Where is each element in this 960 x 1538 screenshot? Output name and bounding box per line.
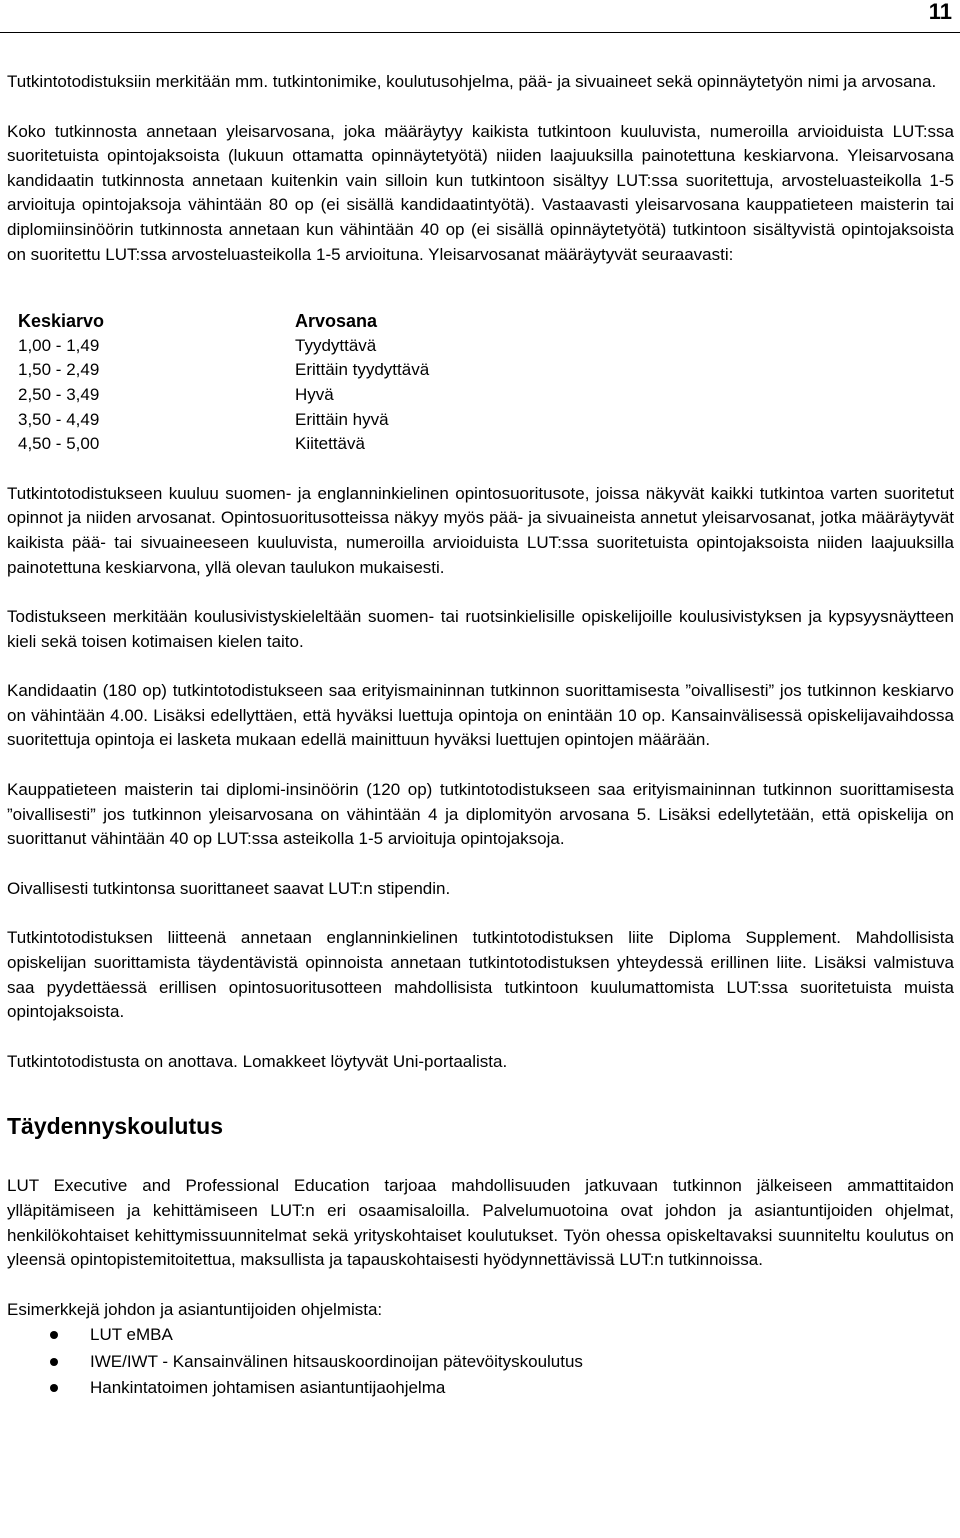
paragraph-bachelor-distinction: Kandidaatin (180 op) tutkintotodistukseen saa erityismaininnan tutkinnon suorittamisesta ”oivallisesti” jos tutkinnon keskiarvo on vähintään 4.00. Lisäksi edellyttäen, että hyväksi luettuja opintoja on enintään 10 op. Kansainvälisessä opiskelijavaihdossa suoritettuja opintoja ei lasketa mukaan edellä mainittuun hyväksi luettujen opintojen määrään.: [7, 681, 954, 750]
list-item: [50, 1349, 954, 1376]
paragraph-executive-education: LUT Executive and Professional Education tarjoaa mahdollisuuden jatkuvaan tutkinnon jälkeiseen ammattitaidon ylläpitämiseen ja kehittämiseen LUT:n eri osaamisaloilla. Palvelumuotoina ovat johdon ja asiantuntijoiden ohjelmat, henkilökohtaiset kehittymissuunnitelmat sekä yrityskohtaiset koulutukset. Työn ohessa opiskeltavaksi suunniteltu koulutus on yleensä opintopistemitoitettua, maksullista ja tapauskohtaisesti hyödynnettävissä LUT:n tutkinnoissa.: [7, 1176, 954, 1270]
paragraph-examples-intro: Esimerkkejä johdon ja asiantuntijoiden ohjelmista:: [7, 1299, 383, 1319]
column-header-grade: Arvosana: [295, 311, 378, 332]
page-number: 11: [928, 0, 952, 24]
table-row: [18, 408, 429, 433]
list-item: [50, 1322, 954, 1349]
grade-name: Tyydyttävä: [295, 335, 377, 355]
list-item-label: IWE/IWT - Kansainvälinen hitsauskoordinoijan pätevöityskoulutus: [90, 1351, 583, 1371]
examples-list: [7, 1322, 954, 1402]
table-row: [18, 432, 429, 457]
document-body: [7, 70, 954, 1402]
bullet-icon: [50, 1358, 58, 1366]
grade-name: Kiitettävä: [295, 434, 365, 454]
section-heading: Täydennyskoulutus: [7, 1113, 223, 1140]
list-item-label: LUT eMBA: [90, 1325, 173, 1345]
list-item-label: Hankintatoimen johtamisen asiantuntijaohjelma: [90, 1378, 446, 1398]
table-row: [18, 358, 429, 383]
paragraph-scholarship: Oivallisesti tutkintonsa suorittaneet saavat LUT:n stipendin.: [7, 878, 451, 898]
average-range: 4,50 - 5,00: [18, 434, 100, 454]
table-row: [18, 334, 429, 359]
header-rule: [0, 32, 960, 33]
bullet-icon: [50, 1384, 58, 1392]
average-range: 1,50 - 2,49: [18, 360, 100, 380]
bullet-icon: [50, 1331, 58, 1339]
paragraph-application: Tutkintotodistusta on anottava. Lomakkeet löytyvät Uni-portaalista.: [7, 1051, 508, 1071]
paragraph-overall-grade: Koko tutkinnosta annetaan yleisarvosana, joka määräytyy kaikista tutkintoon kuuluvista, numeroilla arvioiduista LUT:ssa suoritetuista opintojaksoista (lukuun ottamatta opinnäytetyötä) niiden laajuuksilla painotettuna keskiarvona. Yleisarvosana kandidaatin tutkinnosta annetaan kuitenkin vain silloin kun tutkintoon sisältyy LUT:ssa suoritettuja, arvosteluasteikolla 1-5 arvioituja opintojaksoja vähintään 80 op (ei sisällä kandidaatintyötä). Vastaavasti yleisarvosana kauppatieteen maisterin tai diplomiinsinöörin tutkinnosta annetaan kun vähintään 40 op (ei sisällä opinnäytetyötä) tutkintoon sisältyvistä opintojaksoista on suoritettu LUT:ssa arvosteluasteikolla 1-5 arvioituna. Yleisarvosanat määräytyvät seuraavasti:: [7, 121, 954, 264]
grade-name: Hyvä: [295, 384, 334, 404]
paragraph-certificate-contents: Tutkintotodistuksiin merkitään mm. tutkintonimike, koulutusohjelma, pää- ja sivuaineet sekä opinnäytetyön nimi ja arvosana.: [7, 72, 937, 91]
paragraph-master-distinction: Kauppatieteen maisterin tai diplomi-insinöörin (120 op) tutkintotodistukseen saa erityismaininnan tutkinnon suorittamisesta ”oivallisesti” jos tutkinnon yleisarvosana on vähintään 4 ja diplomityön arvosana 5. Lisäksi edellytetään, että opiskelija on suorittanut vähintään 40 op LUT:ssa asteikolla 1-5 arvioituja opintojaksoja.: [7, 780, 954, 849]
average-range: 2,50 - 3,49: [18, 384, 100, 404]
grade-table-header-row: [18, 309, 429, 334]
column-header-average: Keskiarvo: [18, 311, 105, 332]
paragraph-diploma-supplement: Tutkintotodistuksen liitteenä annetaan englanninkielinen tutkintotodistuksen liite Diploma Supplement. Mahdollisista opiskelijan suorittamista täydentävistä opinnoista annetaan tutkintotodistuksen yhteydessä erillinen liite. Lisäksi valmistuva saa pyydettäessä erillisen opintosuoritusotteen mahdollisista tutkintoon kuulumattomista LUT:ssa suoritetuista muista opintojaksoista.: [7, 928, 954, 1022]
paragraph-transcript: Tutkintotodistukseen kuuluu suomen- ja englanninkielinen opintosuoritusote, joissa näkyvät kaikki tutkintoa varten suoritetut opinnot ja niiden arvosanat. Opintosuoritusotteissa näkyy myös pää- ja sivuaineista annetut yleisarvosanat, jotka määräytyvät kaikista pää- tai sivuaineeseen kuuluvista, numeroilla arvioiduista LUT:ssa suoritetuista opintojaksoista niiden laajuuksilla painotettuna keskiarvona, yllä olevan taulukon mukaisesti.: [7, 483, 954, 577]
average-range: 1,00 - 1,49: [18, 335, 100, 355]
paragraph-language-skills: Todistukseen merkitään koulusivistyskieleltään suomen- tai ruotsinkielisille opiskelijoille koulusivistyksen ja kypsyysnäytteen kieli sekä toisen kotimaisen kielen taito.: [7, 607, 954, 651]
average-range: 3,50 - 4,49: [18, 409, 100, 429]
grade-table: [18, 309, 429, 457]
grade-name: Erittäin hyvä: [295, 409, 389, 429]
table-row: [18, 383, 429, 408]
grade-name: Erittäin tyydyttävä: [295, 360, 430, 380]
list-item: [50, 1375, 954, 1402]
